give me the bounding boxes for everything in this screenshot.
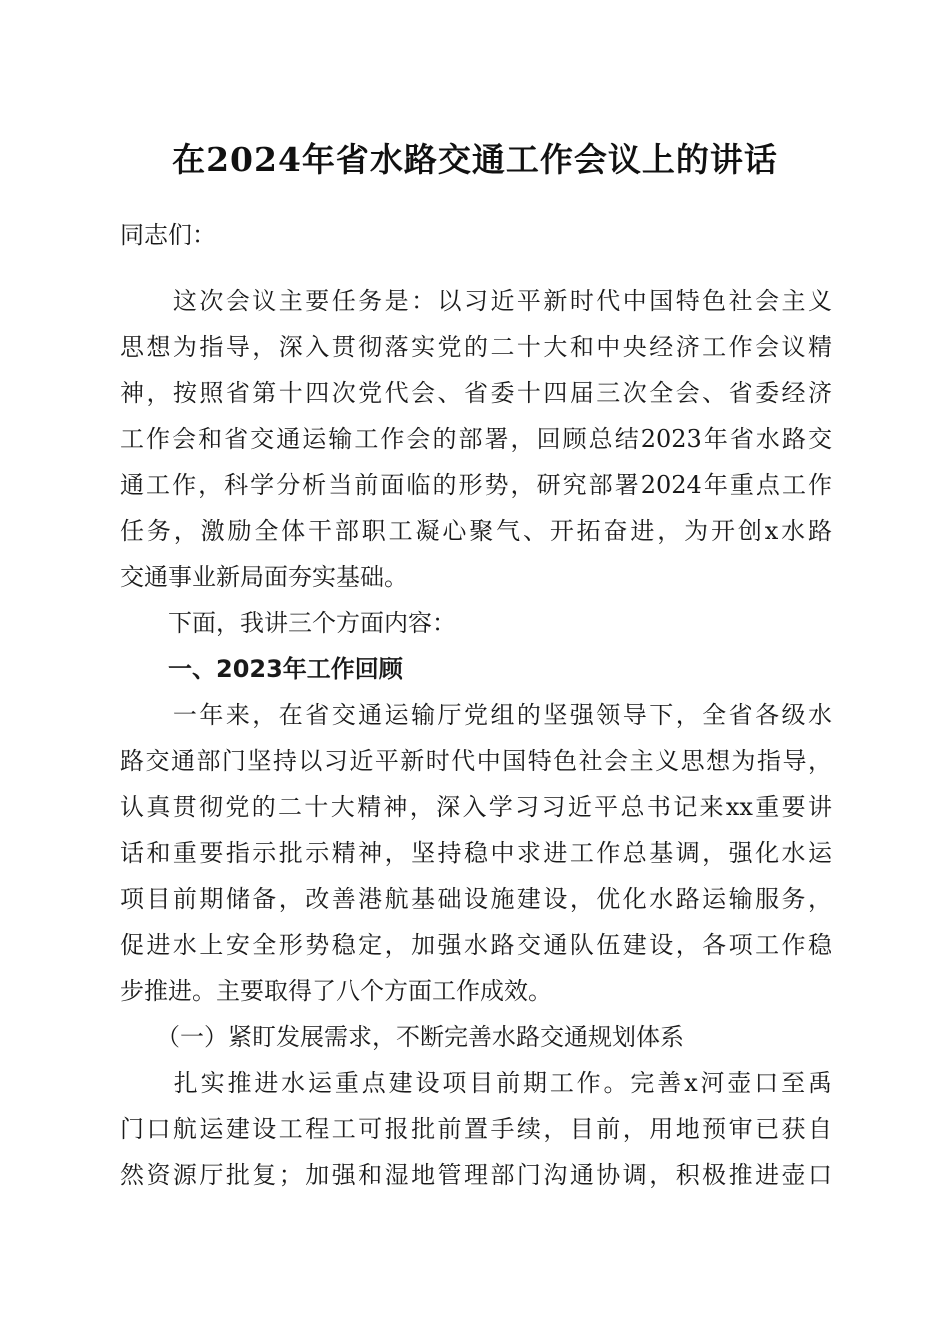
- paragraph-line: 这次会议主要任务是：以习近平新时代中国特色社会主义: [120, 287, 832, 315]
- paragraph-line: 促进水上安全形势稳定，加强水路交通队伍建设，各项工作稳: [120, 931, 832, 959]
- paragraph-line: 路交通部门坚持以习近平新时代中国特色社会主义思想为指导，: [120, 747, 832, 775]
- paragraph-line: 话和重要指示批示精神，坚持稳中求进工作总基调，强化水运: [120, 839, 832, 867]
- paragraph-line: 通工作，科学分析当前面临的形势，研究部署2024年重点工作: [120, 471, 832, 499]
- paragraph-line: 认真贯彻党的二十大精神，深入学习习近平总书记来xx重要讲: [120, 793, 832, 821]
- subsection-heading: （一）紧盯发展需求，不断完善水路交通规划体系: [120, 1023, 684, 1051]
- section-heading: 一、2023年工作回顾: [120, 655, 403, 683]
- document-title: 在2024年省水路交通工作会议上的讲话: [172, 140, 778, 179]
- paragraph-line: 任务，激励全体干部职工凝心聚气、开拓奋进，为开创x水路: [120, 517, 832, 545]
- paragraph-line: 门口航运建设工程工可报批前置手续，目前，用地预审已获自: [120, 1115, 832, 1143]
- paragraph-line: 然资源厅批复；加强和湿地管理部门沟通协调，积极推进壶口: [120, 1161, 832, 1189]
- paragraph-line: 神，按照省第十四次党代会、省委十四届三次全会、省委经济: [120, 379, 832, 407]
- paragraph-intro: 下面，我讲三个方面内容：: [120, 609, 456, 637]
- paragraph-line: 扎实推进水运重点建设项目前期工作。完善x河壶口至禹: [120, 1069, 832, 1097]
- paragraph-line: 交通事业新局面夯实基础。: [120, 563, 408, 591]
- paragraph-line: 项目前期储备，改善港航基础设施建设，优化水路运输服务，: [120, 885, 832, 913]
- paragraph-line: 步推进。主要取得了八个方面工作成效。: [120, 977, 552, 1005]
- paragraph-line: 思想为指导，深入贯彻落实党的二十大和中央经济工作会议精: [120, 333, 832, 361]
- paragraph-line: 一年来，在省交通运输厅党组的坚强领导下，全省各级水: [120, 701, 832, 729]
- paragraph-line: 工作会和省交通运输工作会的部署，回顾总结2023年省水路交: [120, 425, 832, 453]
- salutation: 同志们：: [120, 221, 216, 249]
